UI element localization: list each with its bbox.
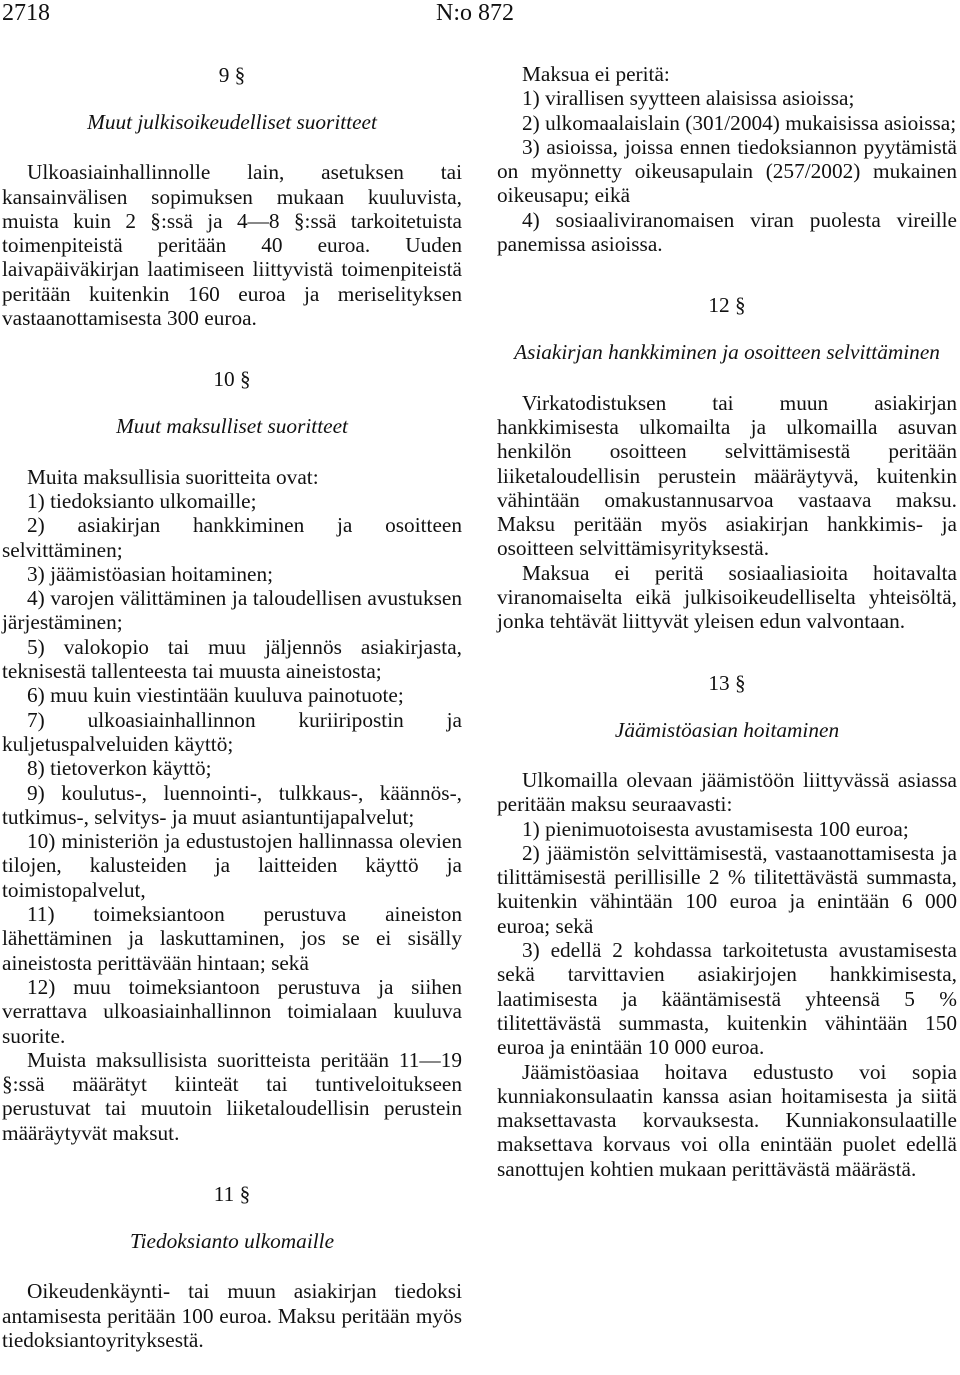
list-item: 12) muu toimeksiantoon perustuva ja siihen verrattava ulkoasiainhallinnon toimialaan kuuluva suorite. bbox=[2, 974, 462, 1048]
section-11-continued bbox=[497, 62, 957, 256]
section-number: 9 § bbox=[218, 63, 246, 87]
section-10 bbox=[2, 366, 462, 1145]
section-number: 10 § bbox=[213, 367, 251, 392]
list-item: 2) ulkomaalaislain (301/2004) mukaisissa asioissa; bbox=[522, 110, 957, 135]
section-9 bbox=[2, 62, 462, 330]
section-13 bbox=[497, 670, 957, 1181]
section-title: Jäämistöasian hoitaminen bbox=[614, 717, 840, 742]
list-item: 5) valokopio tai muu jäljennös asiakirjasta, teknisestä tallenteesta tai muusta aineistosta; bbox=[2, 634, 462, 684]
left-column bbox=[2, 62, 462, 1352]
paragraph: Ulkoasiainhallinnolle lain, asetuksen tai kansainvälisen sopimuksen mukaan kuuluvista, muista kuin 2 §:ssä ja 4—8 §:ssä tarkoitetuista toimenpiteistä peritään 40 euroa. Uuden laivapäiväkirjan laatimiseen liittyvistä toimenpiteistä peritään kuitenkin 160 euroa ja meriselityksen vastaanottamisesta 300 euroa. bbox=[2, 160, 462, 331]
document-number: N:o 872 bbox=[436, 0, 514, 26]
page-number: 2718 bbox=[2, 0, 50, 26]
paragraph: Ulkomailla olevaan jäämistöön liittyvässä asiassa peritään maksu seuraavasti: bbox=[497, 767, 957, 817]
list-item: 4) sosiaaliviranomaisen viran puolesta vireille panemissa asioissa. bbox=[497, 207, 957, 257]
section-11 bbox=[2, 1181, 462, 1352]
paragraph: Maksua ei peritä: bbox=[522, 62, 670, 86]
list-item: 3) jäämistöasian hoitaminen; bbox=[27, 561, 274, 586]
list-item: 4) varojen välittäminen ja taloudellisen avustuksen järjestäminen; bbox=[2, 586, 462, 635]
paragraph: Oikeudenkäynti- tai muun asiakirjan tiedoksi antamisesta peritään 100 euroa. Maksu peritään myös tiedoksiantoyrityksestä. bbox=[2, 1279, 462, 1352]
list-item: 11) toimeksiantoon perustuva aineiston lähettäminen ja laskuttaminen, jos se ei sisälly aineistosta perittävään hintaan; sekä bbox=[2, 902, 462, 975]
right-column bbox=[497, 62, 957, 1181]
list-item: 10) ministeriön ja edustustojen hallinnassa olevien tilojen, kalusteiden ja laitteiden käyttö ja toimistopalvelut, bbox=[2, 829, 462, 902]
list-item: 6) muu kuin viestintään kuuluva painotuote; bbox=[27, 683, 404, 708]
section-12 bbox=[497, 292, 957, 633]
page-header bbox=[2, 0, 522, 26]
section-number: 13 § bbox=[708, 670, 746, 695]
paragraph: Maksua ei peritä sosiaaliasioita hoitavalta viranomaiselta eikä julkisoikeudelliselta yhteisöltä, jonka tehtävät liittyvät yleisen edun valvontaan. bbox=[497, 560, 957, 634]
list-item: 3) edellä 2 kohdassa tarkoitetusta avustamisesta sekä tarvittavien asiakirjojen hankkimisesta, laatimisesta ja kääntämisestä yhteensä 5 % tilitettävästä summasta, kuitenkin vähintään 150 euroa ja enintään 10 000 euroa. bbox=[497, 938, 957, 1060]
section-number: 11 § bbox=[213, 1181, 251, 1206]
section-title: Asiakirjan hankkiminen ja osoitteen selvittäminen bbox=[514, 340, 940, 365]
paragraph: Muista maksullisista suoritteista peritään 11—19 §:ssä määrätyt kiinteät tai tuntiveloitukseen perustuvat tai muutoin liiketaloudellisin perustein määräytyvät maksut. bbox=[2, 1047, 462, 1145]
section-title: Muut maksulliset suoritteet bbox=[116, 414, 348, 439]
list-item: 3) asioissa, joissa ennen tiedoksiannon pyytämistä on myönnetty oikeusapulain (257/2002) mukainen oikeusapu; eikä bbox=[497, 134, 957, 208]
section-title: Tiedoksianto ulkomaille bbox=[129, 1228, 335, 1253]
list-item: 8) tietoverkon käyttö; bbox=[27, 756, 212, 781]
paragraph: Muita maksullisia suoritteita ovat: bbox=[27, 464, 319, 489]
list-item: 7) ulkoasiainhallinnon kuriiripostin ja kuljetuspalveluiden käyttö; bbox=[2, 707, 462, 756]
list-item: 1) pienimuotoisesta avustamisesta 100 euroa; bbox=[522, 816, 909, 841]
list-item: 2) jäämistön selvittämisestä, vastaanottamisesta ja tilittämisestä perillisille 2 % tilitettävästä summasta, kuitenkin vähintään 100 euroa ja enintään 6 000 euroa; sekä bbox=[497, 840, 957, 938]
section-title: Muut julkisoikeudelliset suoritteet bbox=[87, 110, 377, 134]
paragraph: Jäämistöasiaa hoitava edustusto voi sopia kunniakonsulaatin kanssa asian hoitamisesta ja siitä maksettavasta korvauksesta. Kunniakonsulaatille maksettava korvaus voi olla enintään puolet edellä sanottujen kohtien mukaan perittävästä määrästä. bbox=[497, 1059, 957, 1181]
paragraph: Virkatodistuksen tai muun asiakirjan hankkimisesta ulkomailta ja ulkomailla asuvan henkilön osoitteen selvittämisestä peritään liiketaloudellisin perustein määräytyvä, kuitenkin vähintään omakustannusarvoa vastaava maksu. Maksu peritään myös asiakirjan hankkimis- ja osoitteen selvittämisyrityksestä. bbox=[497, 390, 957, 561]
section-number: 12 § bbox=[708, 293, 746, 318]
list-item: 2) asiakirjan hankkiminen ja osoitteen selvittäminen; bbox=[2, 513, 462, 562]
list-item: 1) tiedoksianto ulkomaille; bbox=[27, 488, 257, 513]
list-item: 9) koulutus-, luennointi-, tulkkaus-, käännös-, tutkimus-, selvitys- ja muut asiantuntijapalvelut; bbox=[2, 780, 462, 829]
list-item: 1) virallisen syytteen alaisissa asioissa; bbox=[522, 86, 855, 111]
